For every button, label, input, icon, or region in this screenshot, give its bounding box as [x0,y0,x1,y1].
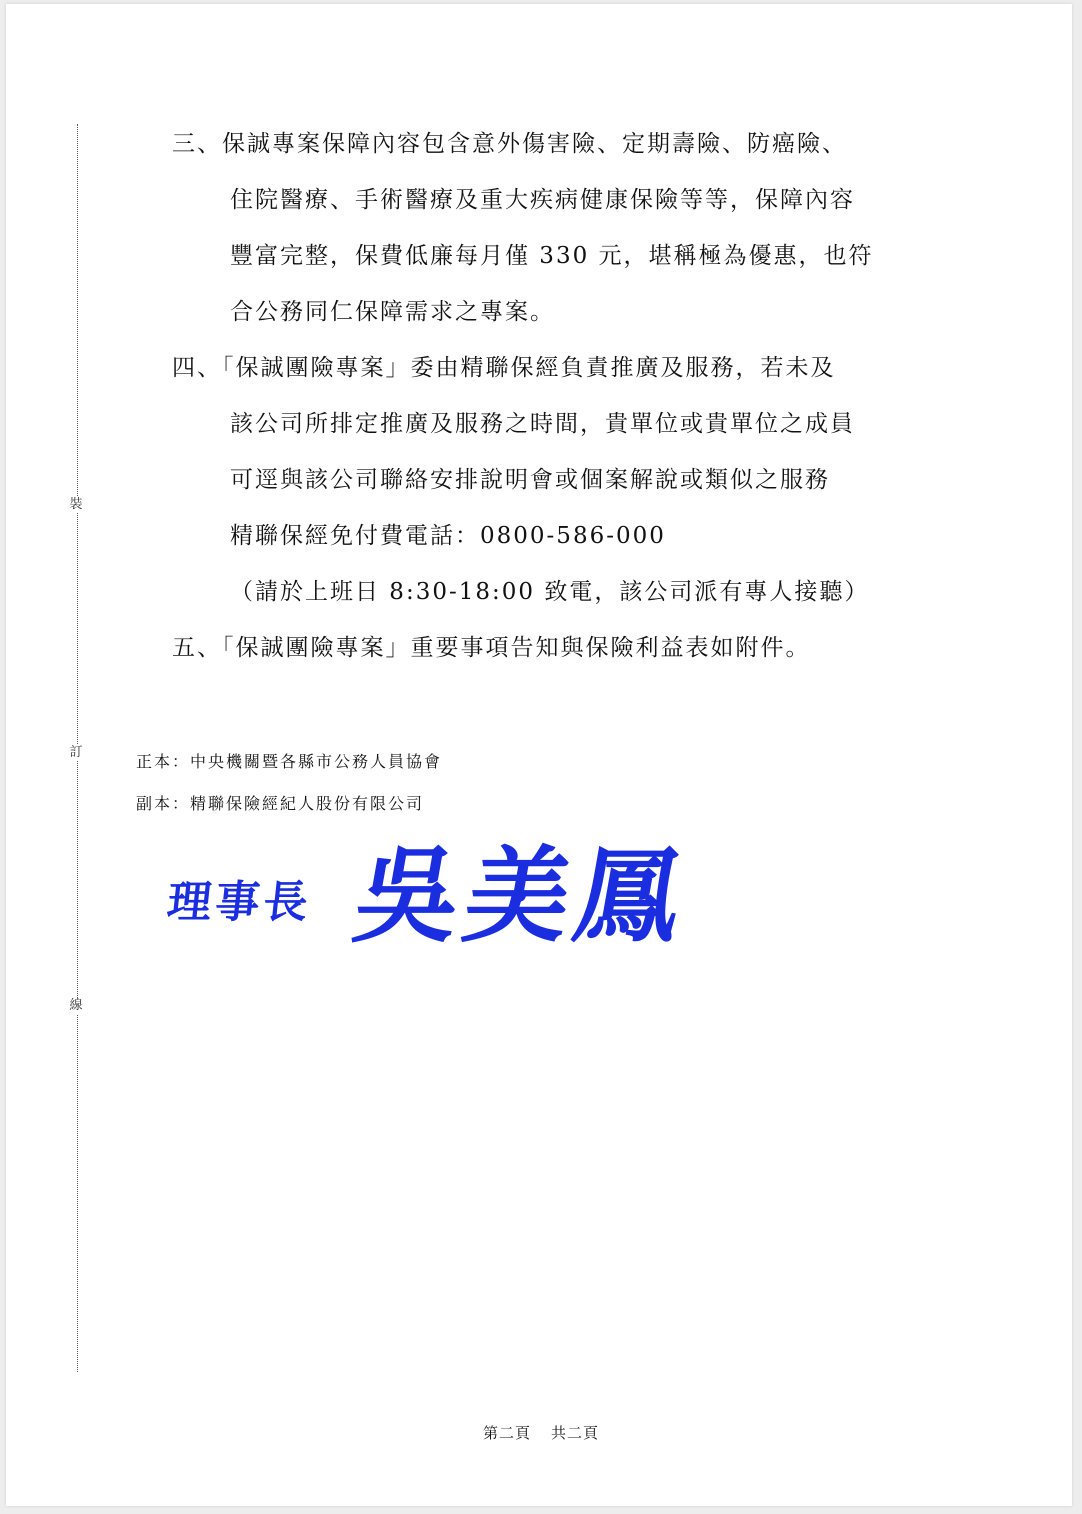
binding-mark-ding: 訂 [69,745,83,760]
distribution-copy: 副本：精聯保險經紀人股份有限公司 [136,794,425,813]
item-three-line-2: 住院醫療、手術醫療及重大疾病健康保險等等，保障內容 [230,187,855,213]
distribution-main: 正本：中央機關暨各縣市公務人員協會 [136,752,443,771]
item-four [172,340,855,564]
page-number: 第二頁 [482,1424,531,1442]
page-footer [0,1422,1082,1443]
item-three-line-1: 三、保誠專案保障內容包含意外傷害險、定期壽險、防癌險、 [172,131,847,157]
signature-title: 理事長 [164,877,315,928]
binding-mark-zhuang: 裝 [69,497,83,512]
item-four-phone: 精聯保經免付費電話：0800-586-000 [230,523,666,549]
signature-name: 吳美鳳 [345,834,698,957]
item-five-line-1: 五、「保誠團險專案」重要事項告知與保險利益表如附件。 [172,635,811,661]
item-three-line-3: 豐富完整，保費低廉每月僅 330 元，堪稱極為優惠，也符 [230,243,874,269]
item-four-line-3: 可逕與該公司聯絡安排說明會或個案解說或類似之服務 [230,467,830,493]
item-four-line-1: 四、「保誠團險專案」委由精聯保經負責推廣及服務，若未及 [172,355,836,381]
item-five [172,620,811,676]
item-four-note: （請於上班日 8:30-18:00 致電，該公司派有專人接聽） [230,579,870,605]
item-four-line-2: 該公司所排定推廣及服務之時間，貴單位或貴單位之成員 [230,411,855,437]
page-total: 共二頁 [551,1424,600,1442]
binding-mark-xian: 線 [69,998,83,1013]
item-three [172,116,874,340]
item-three-line-4: 合公務同仁保障需求之專案。 [230,299,555,325]
